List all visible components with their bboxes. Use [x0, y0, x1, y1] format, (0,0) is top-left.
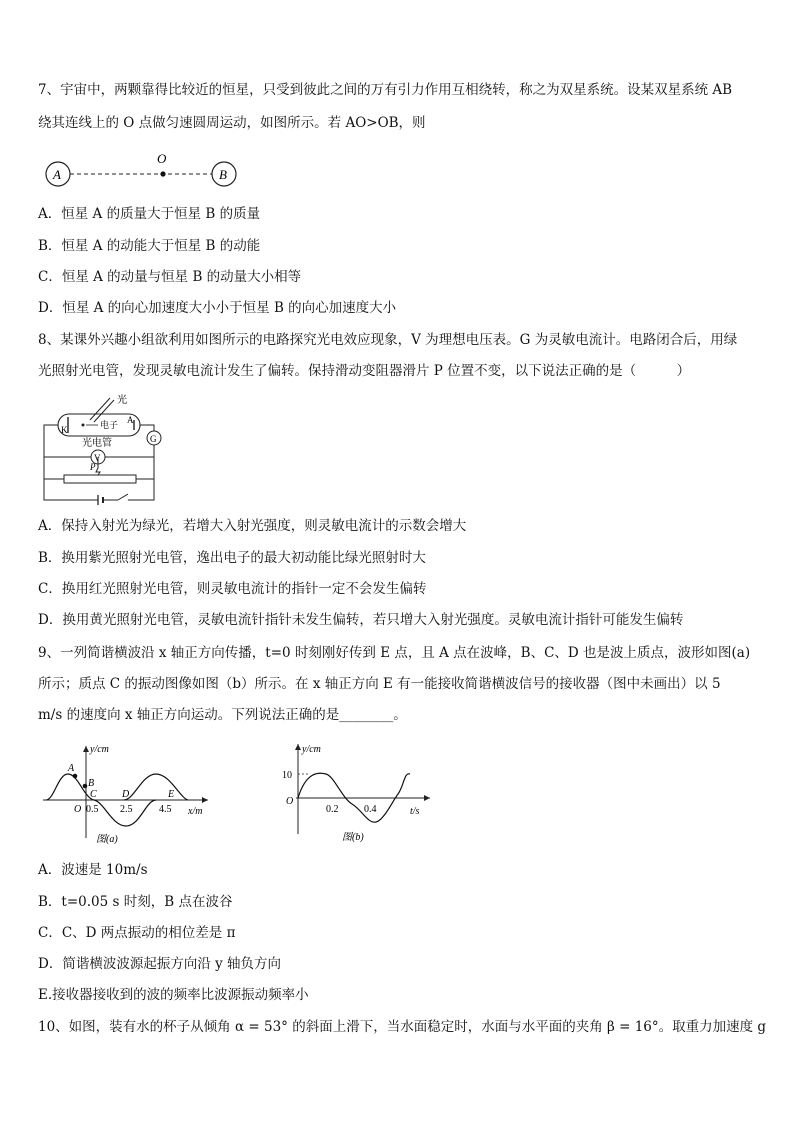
fig-b-xlabel: t/s [410, 806, 420, 817]
fig-b-tick-2: 0.4 [364, 804, 377, 815]
q8-option-a: A．保持入射光为绿光，若增大入射光强度，则灵敏电流计的示数会增大 [38, 518, 467, 534]
star-b-label: B [219, 167, 227, 182]
q8-option-c: C．换用红光照射光电管，则灵敏电流计的指针一定不会发生偏转 [38, 581, 427, 597]
q7-stem-line1: 7、宇宙中，两颗靠得比较近的恒星，只受到彼此之间的万有引力作用互相绕转，称之为双星系统。设某双星系统 AB [38, 82, 733, 98]
q7-binary-star-figure [40, 150, 245, 192]
q8-option-b: B．换用紫光照射光电管，逸出电子的最大初动能比绿光照射时大 [38, 550, 426, 566]
q7-stem-line2: 绕其连线上的 O 点做匀速圆周运动，如图所示。若 AO>OB，则 [38, 115, 426, 131]
phototube-label: 光电管 [82, 438, 112, 449]
q9-option-b: B．t=0.05 s 时刻，B 点在波谷 [38, 894, 233, 910]
point-c-label: C [90, 789, 97, 800]
electron-label: 电子 [100, 420, 119, 430]
light-ray-2 [94, 400, 114, 422]
fig-a-caption: 图(a) [96, 834, 118, 845]
point-b-label: B [88, 778, 95, 789]
q9-option-a: A．波速是 10m/s [38, 862, 148, 878]
q9-wave-figure-a [38, 738, 218, 846]
center-o-dot [160, 171, 165, 176]
galvanometer-label: G [150, 434, 157, 444]
q9-stem-line1: 9、一列简谐横波沿 x 轴正方向传播，t=0 时刻刚好传到 E 点，且 A 点在波峰，B、C、D 也是波上质点，波形如图(a) [38, 645, 751, 661]
light-label: 光 [117, 395, 127, 406]
q7-option-b: B．恒星 A 的动能大于恒星 B 的动能 [38, 238, 261, 254]
switch [118, 494, 128, 500]
light-ray-1 [90, 398, 110, 420]
q7-option-d: D．恒星 A 的向心加速度大小小于恒星 B 的向心加速度大小 [38, 300, 397, 316]
fig-b-tick-1: 0.2 [326, 804, 339, 815]
fig-b-ylabel: y/cm [302, 744, 321, 755]
fig-b-caption: 图(b) [342, 832, 364, 843]
rheostat [64, 475, 136, 483]
fig-a-tick-2: 2.5 [120, 804, 133, 815]
electron-dot [82, 424, 85, 427]
q9-option-e: E.接收器接收到的波的频率比波源振动频率小 [38, 987, 309, 1003]
q8-stem-line2: 光照射光电管，发现灵敏电流计发生了偏转。保持滑动变阻器滑片 P 位置不变，以下说法正确的是（ ） [38, 363, 691, 379]
point-a-dot [73, 774, 78, 779]
q9-stem-line3: m/s 的速度向 x 轴正方向运动。下列说法正确的是________。 [38, 707, 407, 723]
fig-a-origin: O [74, 804, 82, 815]
q7-option-c: C．恒星 A 的动量与恒星 B 的动量大小相等 [38, 269, 302, 285]
wave-segment-3 [124, 774, 188, 800]
voltmeter-label: V [94, 453, 101, 463]
point-e-label: E [168, 789, 175, 800]
fig-a-xlabel: x/m [188, 806, 203, 817]
point-b-dot [83, 784, 88, 789]
star-a-label: A [53, 167, 61, 182]
fig-a-ylabel: y/cm [90, 744, 109, 755]
q8-option-d: D．换用黄光照射光电管，灵敏电流针指针未发生偏转，若只增大入射光强度。灵敏电流计指针可能发生偏转 [38, 612, 684, 628]
fig-a-tick-1: 0.5 [86, 804, 99, 815]
center-o-label: O [157, 151, 167, 166]
q8-stem-line1: 8、某课外兴趣小组欲利用如图所示的电路探究光电效应现象，V 为理想电压表。G 为灵敏电流计。电路闭合后，用绿 [38, 332, 738, 348]
q9-option-c: C．C、D 两点振动的相位差是 π [38, 925, 236, 941]
q7-option-a: A．恒星 A 的质量大于恒星 B 的质量 [38, 206, 261, 222]
point-a-label: A [68, 763, 75, 774]
fig-b-ytick: 10 [282, 770, 292, 781]
slider-p-label: P [90, 462, 96, 472]
point-d-label: D [122, 789, 130, 800]
q9-vibration-figure-b [280, 742, 440, 846]
fig-a-tick-3: 4.5 [159, 804, 172, 815]
fig-b-origin: O [286, 796, 294, 807]
q8-circuit-figure [38, 390, 168, 508]
anode-label: A [127, 415, 134, 425]
q9-option-d: D．简谐横波波源起振方向沿 y 轴负方向 [38, 956, 282, 972]
q9-stem-line2: 所示；质点 C 的振动图像如图（b）所示。在 x 轴正方向 E 有一能接收简谐横波信号的接收器（图中未画出）以 5 [38, 676, 721, 692]
q10-stem-line1: 10、如图，装有水的杯子从倾角 α = 53° 的斜面上滑下，当水面稳定时，水面与水平面的夹角 β = 16°。取重力加速度 g [38, 1019, 767, 1035]
cathode-label: K [61, 425, 68, 435]
